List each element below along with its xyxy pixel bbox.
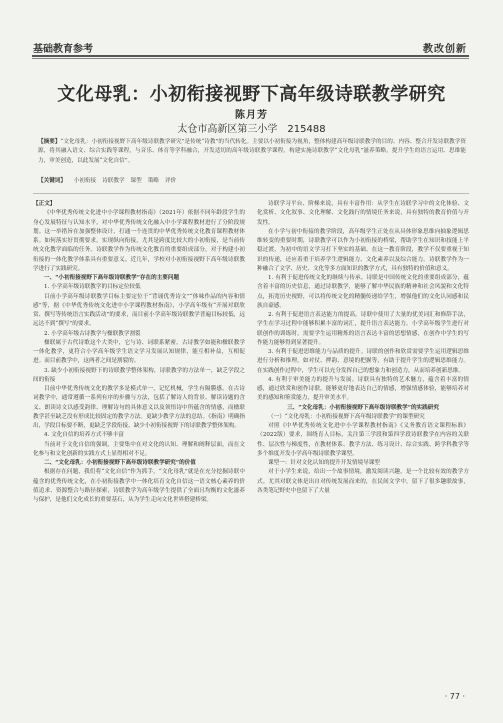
paragraph: 4. 文化自信的培养方式不够丰富 [44, 432, 124, 439]
paragraph: 1. 小学高年级诗联教学的目标定位较低 [44, 284, 141, 291]
paragraph: 3. 缺少小初衔接视野下的诗联教学整体架构，诗联教学的方法单一，缺乏学段之间的衔接 [33, 367, 245, 383]
left-column [33, 200, 245, 505]
keywords-label: 【关键词】 [38, 178, 66, 184]
abstract [38, 138, 466, 166]
keyword: 策略 [147, 178, 159, 184]
paragraph: 2. 小学高年级古诗教学与楹联教学割裂 [44, 330, 141, 337]
paragraph: 楹联属于古代诗歌这个大类中，它与诗、词联系紧密。古诗教学如能和楹联教学一体化教学，更符合小学高年级学生语文学习发展认知规律，能互相补益，互相促进。而目前教学中，这两者之间是割裂的。 [33, 339, 245, 365]
abstract-label: 【摘要】 [38, 139, 61, 145]
section-heading: 三、“文化母乳：小初衔接视野下高年级诗联教学”的实践研究 [287, 404, 439, 411]
section-heading: 【正文】 [33, 201, 56, 207]
paragraph: 4. 有利于审美能力的提升与发展。诗联具有独特的艺术魅力，蕴含着丰富的情感，通过欣赏和创作诗联，能够更好地表达自己的情感，增强情感体验，能够培养对美的感知和鉴赏能力，提升审美水平。 [257, 376, 469, 402]
paragraph: 根据存在问题，我们将“文化自信”作为抓手，“文化母乳”就是在充分挖掘诗联中蕴含的优秀传统文化，在小初衔接教学中一体化培育文化自信这一语文核心素养的价值追求、资源整合与路径探索，诗联教学为高年级学生提供了全面且均衡的文化滋养与保护，是他们文化成长的重要基石，从为学生走向文化世界搭建桥梁。 [33, 469, 245, 503]
keyword: 诗联教学 [102, 178, 125, 184]
paragraph: 2. 有利于促进语言表达能力的提高。诗联中使用了大量的优美词汇和修辞手法，学生在学习过程中能够积累丰富的词汇，提升语言表达能力。小学高年级学生进行对联创作的训练时，需要学生运用精炼的语言表达丰富的思想情感，在创作中学生的写作能力能够得到显著提升。 [257, 312, 469, 346]
paragraph: 在小学与初中衔接的教学阶段，高年级学生正处在从具体形象思维向抽象逻辑思维转变的重要时期，诗联教学可以作为小初衔接的桥梁，帮助学生在知识和技能上平稳过渡，为初中的语文学习打下坚实的基础。在这一教育阶段，教学不仅要重视于知识的传递，还应着重于培养学生逻辑能力、文化素养以及综合能力。诗联教学作为一种融合了文学、历史、文化等多方面知识的教学方式，具有独特的价值和意义。 [257, 228, 469, 272]
paragraph: 课型一：针对文化认知的提升开发情境导课型 [268, 460, 380, 466]
author-name: 陈月芳 [235, 110, 268, 121]
paragraph: 诗联学习平台、阶梯来说，具有丰富作用：从学生在诗联学习中的文化体验、文化赏析、文化叙事、文化理解、文化践行的情境任务来说，具有独特的教育价值与开发性。 [257, 201, 469, 226]
journal-section-name: 基础教育参考 [33, 44, 93, 55]
article-title: 文化母乳：小初衔接视野下高年级诗联教学研究 [57, 84, 446, 105]
header-rule-thin [32, 58, 469, 59]
paragraph: 对于小学生来说，给出一个故事情境，激发阅读兴趣，是一个比较有效的教学方式。尤其对联文体是出自对传统发展而来的，在民间文学中，留下了很多趣联故事，各类笔记野史中也留下了大量 [257, 469, 469, 494]
abstract-text: “文化母乳：小初衔接视野下高年级诗联教学研究”是传统“诗教”的当代转化。主要以小初衔接为视角，整体构建高年级诗联教学的目的、内容、整合开发诗联教学资源，将其融入语文、综合实践等课程，与音乐、体育等学科融合，开发适切的高年级诗联教学课程，构建实施诗联教学“文化母乳”滋养策略，提升学生的语言运用、思维能力，审美创造，以此发展“文化自信”。 [38, 139, 466, 164]
paragraph: 对照《中华优秀传统文化进中小学课程教材指南》《义务教育语文课程标准》（2022版）要求，围绕育人目标，关注第三学段和第四学段诗联教学在内容的关联性、层次性与梯度性，在教材体系、教学方法、练习设计、综合实践、跨学科教学等多个维度开发小学高年级诗联教学课型。 [257, 423, 469, 457]
paragraph: 1. 有利于促进传统文化的继续与传承。诗联是中国传统文化的重要组成部分，蕴含着丰富的历史信息，通过诗联教学，能够了解中华民族的精神和社会风貌和文化特点，拓宽历史视野，可以将传统文化的精髓传递给学生，增强他们的文化认同感和民族自豪感。 [257, 275, 469, 309]
header-rule [32, 55, 469, 57]
column-name: 教改创新 [423, 44, 467, 55]
paragraph: 当前对于文化自信的强调，主要集中在对文化的认知、理解和阐释层面，而在文化参与和文化创新的实践方式上显得相对不足。 [33, 441, 245, 457]
section-heading: 二、“文化母乳：小初衔接视野下高年级诗联教学研究”的价值 [44, 460, 196, 466]
paragraph: 3. 有利于促进思维能力与品质的提升。诗联的创作和欣赏需要学生运用逻辑思维进行分析和推理，如对仗、押韵、意境的把握等，有助于提升学生的逻辑思维能力。在实践创作过程中，学生可以充分发挥自己的想象力和创造力，从而培养创新思维。 [257, 349, 469, 374]
paragraph: 目前小学高年级诗联教学目标主要定位于“背诵优秀诗文”“体味作品的内容和情感”等，据《中华优秀传统文化进中小学课程教材指南》，小学高年级有“开展对联欣赏、撰写等传统语言实践活动”的要求，而目前小学高年级诗联教学普遍目标较低，远远达不到“撰写”的要求。 [33, 293, 245, 328]
keywords [38, 176, 466, 184]
section-heading: 一、“小初衔接视野下高年级诗联教学”存在的主要问题 [44, 275, 180, 281]
paragraph: 目前中华优秀传统文化的教学多是模式单一，记忆机械，学生有隔膜感。在古诗词教学中，通常遵循一系列有序的步骤与方法，包括了解诗人的背景、解读诗题的含义、朗读诗文以感受韵律、理解诗句的具体意义以及领悟诗中所蕴含的情感，而楹联教学甚至缺乏没有形成比较固定的教学方法。更缺少教学方法的总结。《指南》明确指出，学段目标要不断，更缺乏学段衔接，缺少小初衔接视野下的诗联教学整体架构。 [33, 386, 245, 429]
page-number: · 77 · [444, 692, 465, 701]
paragraph: 《中华优秀传统文化进中小学课程教材指南》（2021年）依据不同年龄段学生的身心发展特征与认知水平，对中华优秀传统文化融入中小学课程教材进行了分阶段规划。这一举措旨在加强整体设计，打通一个连贯的中华优秀传统文化教育课程教材体系。如何落实好贯彻要求，实现纵向衔接，尤其是跨度比较大的小初衔接，是当前传统文化教学面临的任务。诗联教学作为传统文化教育的重要组成部分，对于构建小初衔接的一体化教学体系具有重要意义。近几年，学校对小初衔接视野下高年级诗联教学进行了实践研究。 [33, 210, 245, 272]
right-column [257, 200, 469, 496]
keyword: 课型 [130, 178, 142, 184]
keywords-list [74, 178, 182, 184]
author-affiliation: 太仓市高新区第三小学 215488 [177, 124, 326, 135]
section-divider [33, 193, 469, 194]
keyword: 小初衔接 [73, 178, 97, 184]
paragraph: （一）“文化母乳：小初衔接视野下高年级诗联教学”的课型研究 [268, 413, 425, 420]
keyword: 评价 [164, 178, 177, 184]
